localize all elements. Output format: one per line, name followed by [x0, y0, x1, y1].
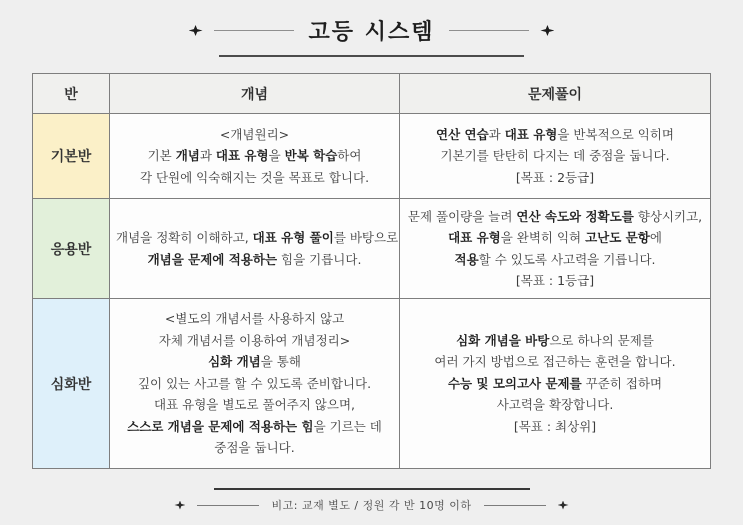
diamond-icon [558, 501, 569, 510]
text-line: 기본 개념과 대표 유형을 반복 학습하여 [147, 148, 362, 164]
title-right-line [449, 30, 529, 31]
concept-cell-applied [110, 199, 400, 299]
table-header-row [33, 74, 711, 114]
title-block [0, 0, 743, 57]
footer-right-line [484, 505, 546, 506]
text-line: 기본기를 탄탄히 다지는 데 중점을 둡니다. [440, 148, 670, 164]
concept-cell-advanced [110, 299, 400, 469]
diamond-icon [189, 25, 203, 36]
text-line: 사고력을 확장합니다. [496, 397, 614, 413]
text-line: 각 단원에 익숙해지는 것을 목표로 합니다. [139, 169, 370, 185]
problem-cell-applied [400, 199, 711, 299]
class-name-cell-applied: 응용반 [33, 199, 110, 299]
text-line: <별도의 개념서를 사용하지 않고 [164, 311, 345, 327]
text-line: [목표 : 최상위] [513, 418, 597, 434]
title-left-line [214, 30, 294, 31]
column-header: 반 [33, 74, 110, 114]
diamond-icon [174, 501, 185, 510]
text-line: 심화 개념을 바탕으로 하나의 문제를 [456, 332, 654, 348]
text-line: 문제 풀이량을 늘려 연산 속도와 정확도를 향상시키고, [407, 208, 703, 224]
page-title: 고등 시스템 [308, 20, 435, 45]
class-name-cell-advanced: 심화반 [33, 299, 110, 469]
text-line: 개념을 정확히 이해하고, 대표 유형 풀이를 바탕으로 [116, 230, 399, 245]
diamond-icon [540, 25, 554, 36]
concept-cell-basic [110, 114, 400, 199]
text-line: [목표 : 1등급] [515, 273, 595, 288]
class-name-cell-basic: 기본반 [33, 114, 110, 199]
table-row-applied [33, 199, 711, 299]
footer-left-line [197, 505, 259, 506]
footer-row [0, 497, 743, 513]
footer-top-line [214, 488, 530, 490]
text-line: 여러 가지 방법으로 접근하는 훈련을 합니다. [434, 354, 676, 370]
text-line: [목표 : 2등급] [515, 169, 595, 185]
text-line: 적용할 수 있도록 사고력을 기릅니다. [454, 251, 656, 267]
table-row-basic [33, 114, 711, 199]
table-body [33, 114, 711, 469]
column-header: 문제풀이 [400, 74, 711, 114]
footer-note: 비고: 교재 별도 / 정원 각 반 10명 이하 [271, 499, 472, 512]
class-system-table [32, 73, 711, 469]
problem-cell-advanced [400, 299, 711, 469]
text-line: 자체 개념서를 이용하여 개념정리> [158, 332, 351, 348]
table-row-advanced [33, 299, 711, 469]
text-line: 개념을 문제에 적용하는 힘을 기릅니다. [147, 251, 362, 267]
text-line: 깊이 있는 사고를 할 수 있도록 준비합니다. [137, 375, 372, 391]
title-underline [219, 55, 524, 57]
text-line: 수능 및 모의고사 문제를 꾸준히 접하며 [447, 375, 663, 391]
title-row [0, 15, 743, 46]
text-line: 스스로 개념을 문제에 적용하는 힘을 기르는 데 [127, 418, 382, 434]
text-line: <개념원리> [219, 126, 290, 142]
text-line: 대표 유형을 완벽히 익혀 고난도 문항에 [448, 230, 662, 245]
text-line: 중점을 둡니다. [214, 440, 295, 456]
text-line: 심화 개념을 통해 [208, 354, 301, 370]
text-line: 연산 연습과 대표 유형을 반복적으로 익히며 [436, 126, 674, 142]
text-line: 대표 유형을 별도로 풀어주지 않으며, [154, 397, 355, 413]
column-header: 개념 [110, 74, 400, 114]
footer [0, 488, 743, 513]
problem-cell-basic [400, 114, 711, 199]
